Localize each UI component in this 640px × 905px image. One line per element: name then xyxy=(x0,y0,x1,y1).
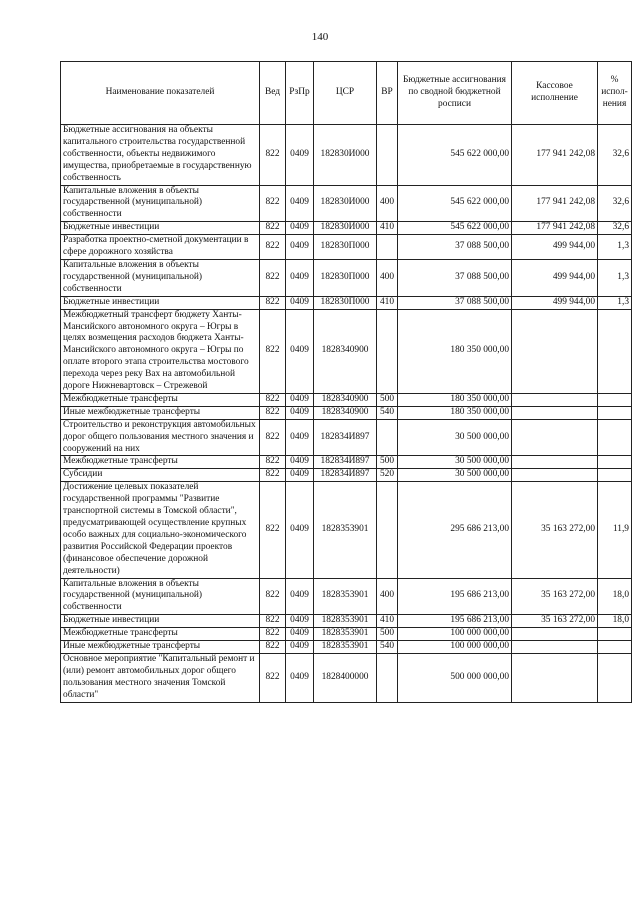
table-row xyxy=(61,259,632,296)
table-row xyxy=(61,296,632,309)
cell-ved: 822 xyxy=(260,296,286,309)
cell-assignments: 195 686 213,00 xyxy=(398,578,512,615)
cell-csr: 182834И897 xyxy=(314,456,377,469)
cell-execution: 177 941 242,08 xyxy=(512,185,598,222)
cell-vr: 410 xyxy=(377,222,398,235)
cell-name: Бюджетные ассигнования на объекты капитального строительства государственной собственности, объекты недвижимого имущества, приобретаемые в государственную собственность xyxy=(61,125,260,186)
cell-percent: 1,3 xyxy=(598,296,632,309)
cell-assignments: 195 686 213,00 xyxy=(398,615,512,628)
cell-name: Бюджетные инвестиции xyxy=(61,615,260,628)
cell-ved: 822 xyxy=(260,469,286,482)
cell-execution xyxy=(512,628,598,641)
cell-assignments: 180 350 000,00 xyxy=(398,393,512,406)
cell-ved: 822 xyxy=(260,235,286,260)
cell-ved: 822 xyxy=(260,406,286,419)
cell-ved: 822 xyxy=(260,456,286,469)
cell-csr: 1828353901 xyxy=(314,641,377,654)
cell-vr: 500 xyxy=(377,456,398,469)
cell-vr: 500 xyxy=(377,628,398,641)
cell-rzpr: 0409 xyxy=(286,125,314,186)
cell-rzpr: 0409 xyxy=(286,259,314,296)
cell-ved: 822 xyxy=(260,419,286,456)
cell-rzpr: 0409 xyxy=(286,406,314,419)
cell-vr xyxy=(377,653,398,702)
cell-csr: 182830И000 xyxy=(314,222,377,235)
cell-vr: 410 xyxy=(377,296,398,309)
cell-execution: 177 941 242,08 xyxy=(512,125,598,186)
header-assignments: Бюджетные ассигнования по сводной бюджетной росписи xyxy=(398,62,512,125)
cell-execution xyxy=(512,641,598,654)
cell-rzpr: 0409 xyxy=(286,628,314,641)
cell-name: Субсидии xyxy=(61,469,260,482)
cell-execution xyxy=(512,456,598,469)
header-vr: ВР xyxy=(377,62,398,125)
cell-percent: 18,0 xyxy=(598,615,632,628)
cell-percent xyxy=(598,653,632,702)
cell-vr: 400 xyxy=(377,259,398,296)
table-row xyxy=(61,456,632,469)
cell-percent: 1,3 xyxy=(598,235,632,260)
header-ved: Вед xyxy=(260,62,286,125)
cell-rzpr: 0409 xyxy=(286,296,314,309)
cell-rzpr: 0409 xyxy=(286,393,314,406)
cell-assignments: 180 350 000,00 xyxy=(398,406,512,419)
cell-percent: 18,0 xyxy=(598,578,632,615)
cell-assignments: 545 622 000,00 xyxy=(398,222,512,235)
table-row xyxy=(61,419,632,456)
cell-csr: 182834И897 xyxy=(314,419,377,456)
cell-vr: 400 xyxy=(377,185,398,222)
cell-execution xyxy=(512,309,598,393)
cell-percent xyxy=(598,641,632,654)
cell-csr: 182830П000 xyxy=(314,296,377,309)
cell-name: Межбюджетные трансферты xyxy=(61,393,260,406)
cell-execution: 499 944,00 xyxy=(512,235,598,260)
cell-ved: 822 xyxy=(260,653,286,702)
cell-csr: 1828400000 xyxy=(314,653,377,702)
cell-csr: 182830П000 xyxy=(314,259,377,296)
cell-ved: 822 xyxy=(260,615,286,628)
header-rzpr: РзПр xyxy=(286,62,314,125)
cell-rzpr: 0409 xyxy=(286,456,314,469)
cell-vr: 540 xyxy=(377,641,398,654)
cell-execution: 499 944,00 xyxy=(512,259,598,296)
cell-rzpr: 0409 xyxy=(286,482,314,578)
cell-percent: 11,9 xyxy=(598,482,632,578)
cell-rzpr: 0409 xyxy=(286,653,314,702)
table-row xyxy=(61,628,632,641)
cell-execution: 499 944,00 xyxy=(512,296,598,309)
cell-execution: 177 941 242,08 xyxy=(512,222,598,235)
cell-csr: 182830И000 xyxy=(314,125,377,186)
cell-name: Иные межбюджетные трансферты xyxy=(61,641,260,654)
cell-execution: 35 163 272,00 xyxy=(512,615,598,628)
table-row xyxy=(61,653,632,702)
cell-vr xyxy=(377,419,398,456)
table-header-row xyxy=(61,62,632,125)
cell-name: Разработка проектно-сметной документации в сфере дорожного хозяйства xyxy=(61,235,260,260)
cell-vr xyxy=(377,309,398,393)
cell-name: Межбюджетные трансферты xyxy=(61,456,260,469)
cell-assignments: 37 088 500,00 xyxy=(398,296,512,309)
cell-ved: 822 xyxy=(260,125,286,186)
cell-assignments: 30 500 000,00 xyxy=(398,456,512,469)
cell-name: Капитальные вложения в объекты государственной (муниципальной) собственности xyxy=(61,185,260,222)
cell-name: Достижение целевых показателей государственной программы "Развитие транспортной системы в Томской области", предусматривающей осуществление крупных особо важных для социально-экономического развития Российской Федерации проектов (финансовое обеспечение дорожной деятельности) xyxy=(61,482,260,578)
cell-percent xyxy=(598,406,632,419)
cell-ved: 822 xyxy=(260,578,286,615)
cell-assignments: 500 000 000,00 xyxy=(398,653,512,702)
cell-name: Бюджетные инвестиции xyxy=(61,222,260,235)
table-body xyxy=(61,125,632,703)
table-row xyxy=(61,482,632,578)
cell-name: Межбюджетный трансферт бюджету Ханты-Мансийского автономного округа – Югры в целях возмещения расходов бюджета Ханты-Мансийского автономного округа – Югры по оплате второго этапа строительства мостового перехода через реку Вах на автомобильной дороге Нижневартовск – Стрежевой xyxy=(61,309,260,393)
table-row xyxy=(61,641,632,654)
cell-rzpr: 0409 xyxy=(286,578,314,615)
cell-percent xyxy=(598,469,632,482)
cell-percent: 32,6 xyxy=(598,185,632,222)
cell-execution xyxy=(512,393,598,406)
table-row xyxy=(61,615,632,628)
cell-rzpr: 0409 xyxy=(286,185,314,222)
cell-vr: 500 xyxy=(377,393,398,406)
cell-name: Основное мероприятие "Капитальный ремонт и (или) ремонт автомобильных дорог общего пользования местного значения Томской области" xyxy=(61,653,260,702)
cell-rzpr: 0409 xyxy=(286,615,314,628)
cell-assignments: 100 000 000,00 xyxy=(398,628,512,641)
table-row xyxy=(61,125,632,186)
cell-csr: 1828340900 xyxy=(314,393,377,406)
header-name: Наименование показателей xyxy=(61,62,260,125)
cell-assignments: 295 686 213,00 xyxy=(398,482,512,578)
cell-assignments: 37 088 500,00 xyxy=(398,259,512,296)
cell-assignments: 545 622 000,00 xyxy=(398,185,512,222)
cell-rzpr: 0409 xyxy=(286,641,314,654)
cell-rzpr: 0409 xyxy=(286,469,314,482)
budget-table xyxy=(60,61,632,703)
cell-csr: 1828353901 xyxy=(314,628,377,641)
header-execution: Кассовое исполнение xyxy=(512,62,598,125)
table-row xyxy=(61,578,632,615)
cell-ved: 822 xyxy=(260,185,286,222)
cell-csr: 1828353901 xyxy=(314,578,377,615)
table-row xyxy=(61,406,632,419)
cell-percent: 32,6 xyxy=(598,222,632,235)
table-row xyxy=(61,469,632,482)
page-number: 140 xyxy=(311,31,329,43)
cell-execution xyxy=(512,653,598,702)
cell-ved: 822 xyxy=(260,222,286,235)
cell-ved: 822 xyxy=(260,393,286,406)
cell-percent xyxy=(598,419,632,456)
cell-name: Иные межбюджетные трансферты xyxy=(61,406,260,419)
table-row xyxy=(61,235,632,260)
cell-csr: 1828353901 xyxy=(314,482,377,578)
cell-ved: 822 xyxy=(260,641,286,654)
cell-assignments: 100 000 000,00 xyxy=(398,641,512,654)
cell-csr: 1828340900 xyxy=(314,309,377,393)
cell-csr: 182830И000 xyxy=(314,185,377,222)
cell-percent: 32,6 xyxy=(598,125,632,186)
cell-percent xyxy=(598,393,632,406)
table-row xyxy=(61,222,632,235)
cell-csr: 182830П000 xyxy=(314,235,377,260)
cell-percent xyxy=(598,628,632,641)
cell-vr xyxy=(377,235,398,260)
cell-assignments: 37 088 500,00 xyxy=(398,235,512,260)
cell-assignments: 30 500 000,00 xyxy=(398,419,512,456)
cell-rzpr: 0409 xyxy=(286,222,314,235)
cell-name: Капитальные вложения в объекты государственной (муниципальной) собственности xyxy=(61,578,260,615)
cell-rzpr: 0409 xyxy=(286,419,314,456)
cell-vr: 400 xyxy=(377,578,398,615)
cell-ved: 822 xyxy=(260,628,286,641)
cell-vr xyxy=(377,482,398,578)
cell-vr: 520 xyxy=(377,469,398,482)
cell-csr: 182834И897 xyxy=(314,469,377,482)
cell-rzpr: 0409 xyxy=(286,235,314,260)
cell-execution: 35 163 272,00 xyxy=(512,482,598,578)
cell-csr: 1828340900 xyxy=(314,406,377,419)
cell-vr: 540 xyxy=(377,406,398,419)
cell-percent: 1,3 xyxy=(598,259,632,296)
cell-percent xyxy=(598,309,632,393)
cell-ved: 822 xyxy=(260,482,286,578)
cell-execution xyxy=(512,469,598,482)
cell-ved: 822 xyxy=(260,309,286,393)
cell-assignments: 180 350 000,00 xyxy=(398,309,512,393)
header-percent: % испол-нения xyxy=(598,62,632,125)
cell-execution xyxy=(512,406,598,419)
cell-ved: 822 xyxy=(260,259,286,296)
table-row xyxy=(61,309,632,393)
cell-execution xyxy=(512,419,598,456)
cell-csr: 1828353901 xyxy=(314,615,377,628)
cell-assignments: 545 622 000,00 xyxy=(398,125,512,186)
cell-assignments: 30 500 000,00 xyxy=(398,469,512,482)
cell-name: Капитальные вложения в объекты государственной (муниципальной) собственности xyxy=(61,259,260,296)
table-row xyxy=(61,185,632,222)
cell-percent xyxy=(598,456,632,469)
cell-vr: 410 xyxy=(377,615,398,628)
cell-name: Строительство и реконструкция автомобильных дорог общего пользования местного значения и сооружений на них xyxy=(61,419,260,456)
header-csr: ЦСР xyxy=(314,62,377,125)
cell-name: Межбюджетные трансферты xyxy=(61,628,260,641)
cell-rzpr: 0409 xyxy=(286,309,314,393)
cell-name: Бюджетные инвестиции xyxy=(61,296,260,309)
table-row xyxy=(61,393,632,406)
cell-execution: 35 163 272,00 xyxy=(512,578,598,615)
cell-vr xyxy=(377,125,398,186)
